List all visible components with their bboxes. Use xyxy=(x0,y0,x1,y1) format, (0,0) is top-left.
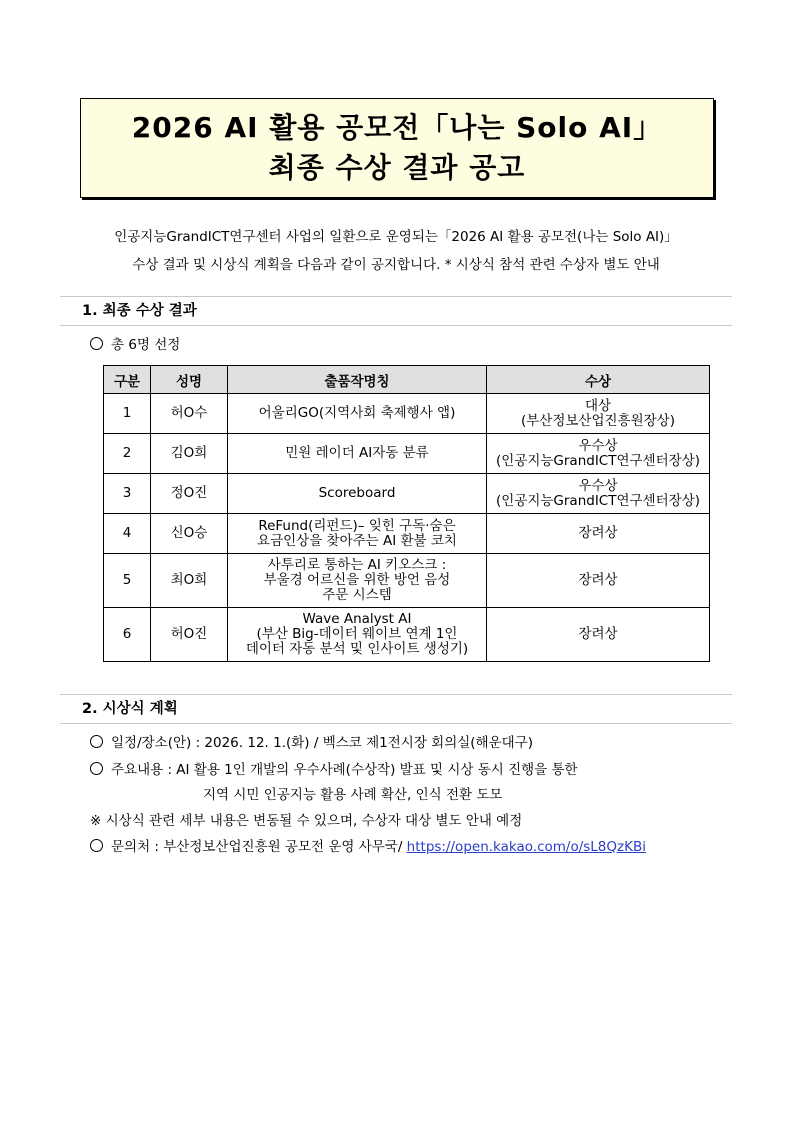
summary-line xyxy=(90,335,180,355)
title-line-1: 2026 AI 활용 공모전「나는 Solo AI」 xyxy=(131,111,663,144)
summary-text: 총 6명 선정 xyxy=(111,337,181,353)
cell-title-line: 요금인상을 찾아주는 AI 환불 코치 xyxy=(257,532,457,549)
circle-bullet-icon xyxy=(90,762,103,775)
table-row xyxy=(104,434,710,474)
schedule-line xyxy=(90,733,533,753)
table-row xyxy=(104,514,710,554)
cell-award xyxy=(487,608,710,662)
cell-title-line: 주문 시스템 xyxy=(322,587,392,603)
table-row xyxy=(104,554,710,608)
cell-award-line: (부산정보산업진흥원장상) xyxy=(521,412,675,429)
cell-no: 6 xyxy=(104,608,151,662)
cell-title-line: Scoreboard xyxy=(318,485,396,501)
cell-title-line: 사투리로 통하는 AI 키오스크 : xyxy=(267,557,447,573)
cell-award xyxy=(487,554,710,608)
cell-name: 김O희 xyxy=(151,434,228,474)
cell-no: 3 xyxy=(104,474,151,514)
note-line xyxy=(90,811,522,831)
cell-award xyxy=(487,434,710,474)
cell-award-line: (인공지능GrandICT연구센터장상) xyxy=(495,492,700,509)
content-text-2: 지역 시민 인공지능 활용 사례 확산, 인식 전환 도모 xyxy=(203,787,503,803)
cell-name: 허O진 xyxy=(151,608,228,662)
cell-title-line: ReFund(리펀드)– 잊힌 구독·숨은 xyxy=(258,517,456,534)
table-row xyxy=(104,608,710,662)
circle-bullet-icon xyxy=(90,839,103,852)
contact-label: 문의처 : 부산정보산업진흥원 공모전 운영 사무국/ xyxy=(111,839,403,855)
results-table xyxy=(103,365,710,662)
intro-line-2: 수상 결과 및 시상식 계획을 다음과 같이 공지합니다. * 시상식 참석 관련 수상자 별도 안내 xyxy=(132,257,660,273)
cell-no: 2 xyxy=(104,434,151,474)
cell-no: 4 xyxy=(104,514,151,554)
section-heading-results: 1. 최종 수상 결과 xyxy=(60,296,732,326)
note-text: 시상식 관련 세부 내용은 변동될 수 있으며, 수상자 대상 별도 안내 예정 xyxy=(105,813,523,829)
title-line-2: 최종 수상 결과 공고 xyxy=(268,151,526,184)
cell-title xyxy=(228,434,487,474)
content-line xyxy=(90,760,578,780)
circle-bullet-icon xyxy=(90,735,103,748)
cell-award xyxy=(487,394,710,434)
header-award: 수상 xyxy=(487,366,710,394)
note-mark: ※ xyxy=(90,813,102,829)
cell-name: 최O희 xyxy=(151,554,228,608)
cell-award-line: (인공지능GrandICT연구센터장상) xyxy=(495,452,700,469)
section-heading-ceremony: 2. 시상식 계획 xyxy=(60,694,732,724)
cell-title-line: (부산 Big-데이터 웨이브 연계 1인 xyxy=(256,626,458,642)
cell-award-line: 장려상 xyxy=(578,626,618,642)
cell-title xyxy=(228,394,487,434)
table-header-row xyxy=(104,366,710,394)
circle-bullet-icon xyxy=(90,337,103,350)
header-title: 출품작명칭 xyxy=(228,366,487,394)
cell-title-line: 부울경 어르신을 위한 방언 음성 xyxy=(263,572,451,588)
cell-award-line: 장려상 xyxy=(578,572,618,588)
cell-title xyxy=(228,554,487,608)
cell-name: 허O수 xyxy=(151,394,228,434)
table-row xyxy=(104,474,710,514)
cell-title xyxy=(228,474,487,514)
cell-name: 정O진 xyxy=(151,474,228,514)
table-row xyxy=(104,394,710,434)
schedule-text: 일정/장소(안) : 2026. 12. 1.(화) / 벡스코 제1전시장 회의실(해운대구) xyxy=(111,735,533,751)
cell-award-line: 장려상 xyxy=(578,525,618,541)
table-body xyxy=(104,394,710,662)
cell-award xyxy=(487,514,710,554)
cell-no: 5 xyxy=(104,554,151,608)
title-box xyxy=(80,98,714,198)
cell-title-line: 민원 레이더 AI자동 분류 xyxy=(285,445,429,461)
cell-title-line: Wave Analyst AI xyxy=(302,611,412,627)
contact-link[interactable]: https://open.kakao.com/o/sL8QzKBi xyxy=(406,839,646,855)
contact-line xyxy=(90,837,646,857)
header-name: 성명 xyxy=(151,366,228,394)
cell-award-line: 대상 xyxy=(584,397,612,414)
cell-title-line: 데이터 자동 분석 및 인사이트 생성기) xyxy=(245,641,469,657)
cell-award-line: 우수상 xyxy=(578,437,618,454)
content-text-1: 주요내용 : AI 활용 1인 개발의 우수사례(수상작) 발표 및 시상 동시 진행을 통한 xyxy=(111,762,578,778)
cell-name: 신O승 xyxy=(151,514,228,554)
cell-award xyxy=(487,474,710,514)
cell-no: 1 xyxy=(104,394,151,434)
cell-award-line: 우수상 xyxy=(578,477,618,494)
cell-title xyxy=(228,514,487,554)
cell-title xyxy=(228,608,487,662)
cell-title-line: 어울리GO(지역사회 축제행사 앱) xyxy=(258,405,456,421)
intro-line-1: 인공지능GrandICT연구센터 사업의 일환으로 운영되는「2026 AI 활용 공모전(나는 Solo AI)」 xyxy=(114,229,678,245)
header-no: 구분 xyxy=(104,366,151,394)
